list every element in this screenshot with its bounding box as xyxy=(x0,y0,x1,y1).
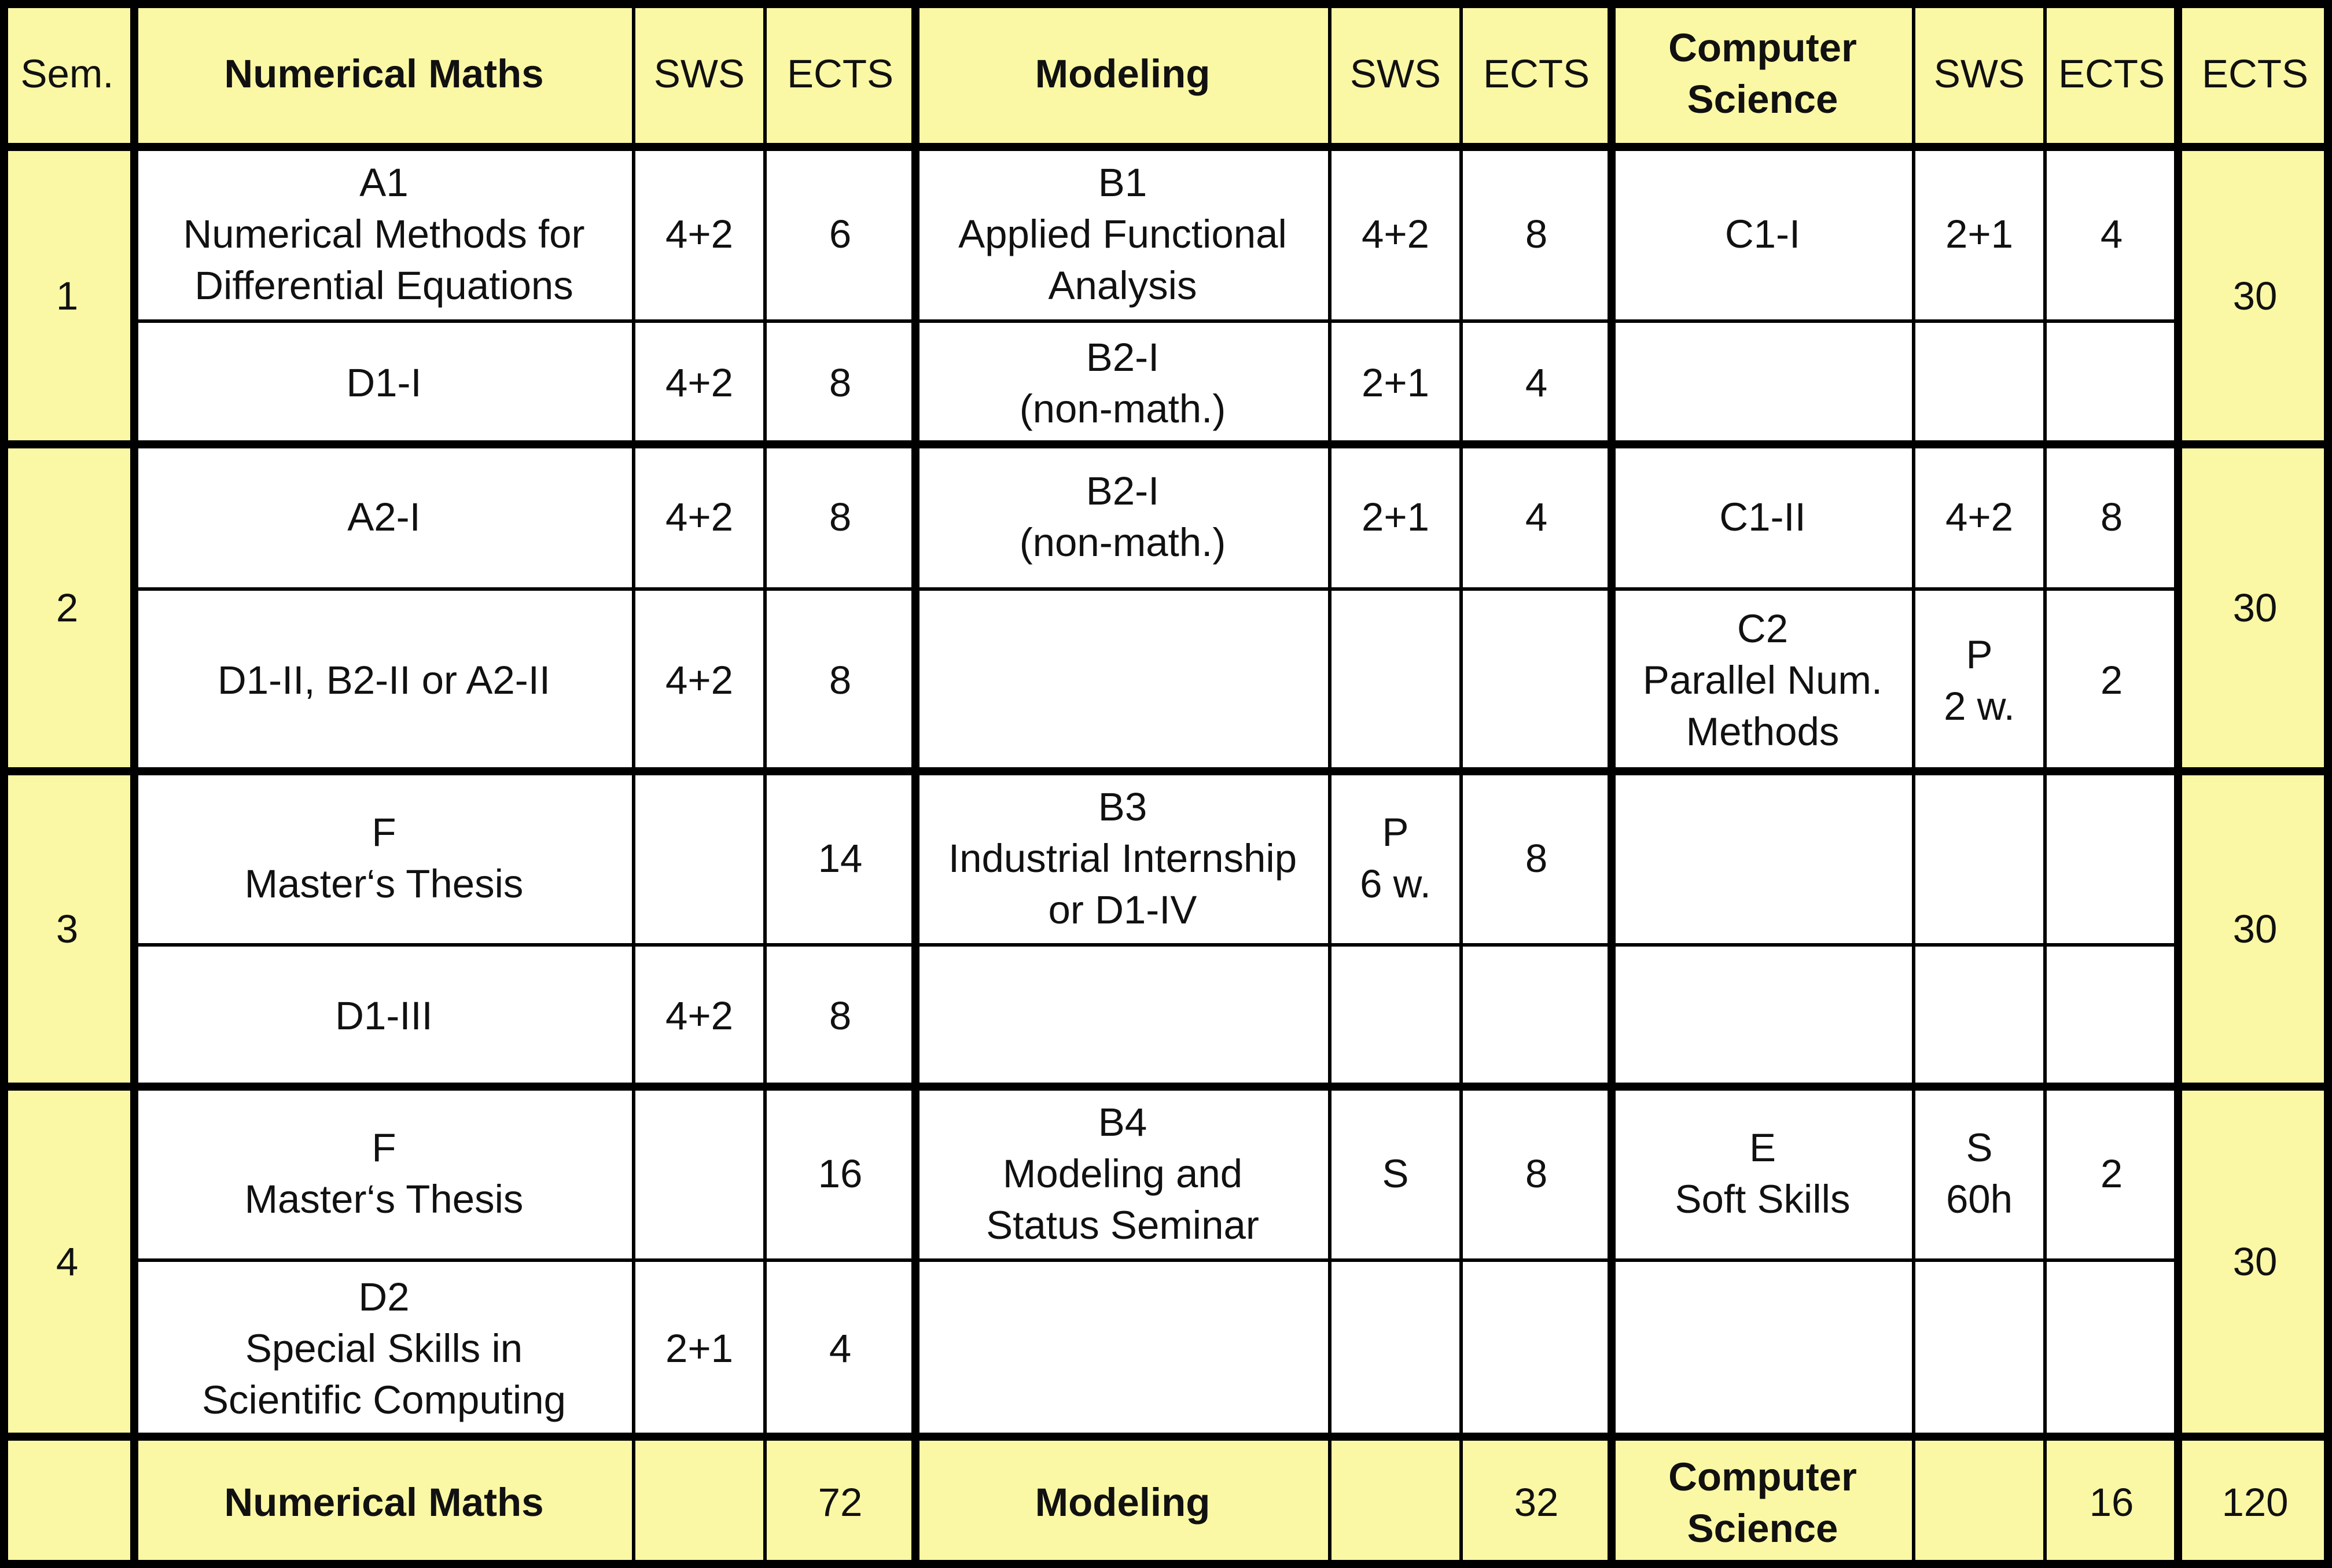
computer-science-module-line: C1-II xyxy=(1719,494,1806,539)
header-sws xyxy=(634,0,765,147)
grid-line-vertical xyxy=(1912,0,1915,1568)
footer-computer-science-sws xyxy=(1914,1437,2045,1568)
computer-science-ects xyxy=(2045,771,2178,945)
grid-line-horizontal xyxy=(134,943,2178,947)
numerical-maths-sws xyxy=(634,321,765,444)
header-ects xyxy=(1461,0,1612,147)
computer-science-sws-line: S xyxy=(1966,1125,1993,1170)
grid-line-vertical xyxy=(2174,0,2182,1568)
footer-total-ects xyxy=(2178,1437,2332,1568)
modeling-module-line: (non-math.) xyxy=(1019,386,1226,431)
semester-total-ects-line: 30 xyxy=(2232,1239,2278,1284)
numerical-maths-sws-line: 4+2 xyxy=(665,658,734,702)
numerical-maths-module-line: Master‘s Thesis xyxy=(244,1177,524,1221)
semester-number xyxy=(0,771,134,1087)
numerical-maths-ects xyxy=(765,1260,915,1437)
numerical-maths-module xyxy=(134,321,634,444)
computer-science-sws xyxy=(1914,1087,2045,1260)
header-sws xyxy=(1914,0,2045,147)
computer-science-ects-line: 4 xyxy=(2100,212,2123,256)
modeling-sws-line: 6 w. xyxy=(1360,862,1431,906)
numerical-maths-sws-line: 4+2 xyxy=(665,360,734,405)
numerical-maths-sws-line: 4+2 xyxy=(665,212,734,256)
modeling-module-line: Modeling and xyxy=(1002,1151,1243,1196)
numerical-maths-ects-line: 8 xyxy=(829,658,852,702)
header-sws-line: SWS xyxy=(1349,51,1441,96)
numerical-maths-ects-line: 8 xyxy=(829,494,852,539)
computer-science-module-line: C2 xyxy=(1737,606,1789,651)
numerical-maths-ects xyxy=(765,321,915,444)
grid-line-horizontal xyxy=(0,0,2332,8)
modeling-sws xyxy=(1330,1260,1461,1437)
semester-total-ects xyxy=(2178,1087,2332,1437)
computer-science-sws xyxy=(1914,321,2045,444)
numerical-maths-sws xyxy=(634,1260,765,1437)
computer-science-sws-line: P xyxy=(1966,632,1993,677)
grid-line-horizontal xyxy=(0,143,2332,151)
footer-modeling-sws xyxy=(1330,1437,1461,1568)
modeling-module-line: Applied Functional xyxy=(958,212,1287,256)
header-computer-science-line: Computer xyxy=(1668,25,1857,70)
header-ects xyxy=(765,0,915,147)
computer-science-module xyxy=(1612,1260,1914,1437)
numerical-maths-sws xyxy=(634,444,765,589)
modeling-module-line: (non-math.) xyxy=(1019,520,1226,565)
grid-line-vertical xyxy=(2043,0,2047,1568)
semester-number xyxy=(0,147,134,444)
modeling-sws-line: P xyxy=(1382,810,1409,855)
semester-number-line: 4 xyxy=(56,1239,79,1284)
numerical-maths-module-line: A1 xyxy=(359,160,409,205)
numerical-maths-module xyxy=(134,1087,634,1260)
numerical-maths-ects-line: 14 xyxy=(818,835,863,881)
modeling-module-line: B2-I xyxy=(1086,334,1160,380)
numerical-maths-module xyxy=(134,1260,634,1437)
footer-computer-science-ects xyxy=(2045,1437,2178,1568)
numerical-maths-ects xyxy=(765,147,915,321)
computer-science-module-line: Soft Skills xyxy=(1675,1177,1851,1221)
modeling-ects xyxy=(1461,589,1612,771)
modeling-ects-line: 4 xyxy=(1525,360,1548,405)
computer-science-ects-line: 2 xyxy=(2100,1151,2123,1196)
footer-sem xyxy=(0,1437,134,1568)
computer-science-ects xyxy=(2045,147,2178,321)
numerical-maths-module-line: F xyxy=(371,1125,396,1170)
semester-number-line: 2 xyxy=(56,586,79,630)
numerical-maths-module-line: F xyxy=(371,810,396,855)
computer-science-ects xyxy=(2045,321,2178,444)
grid-line-horizontal xyxy=(0,1083,2332,1091)
grid-line-horizontal xyxy=(0,1560,2332,1568)
modeling-sws xyxy=(1330,771,1461,945)
computer-science-module-line: Parallel Num. xyxy=(1642,658,1883,702)
header-total-ects-line: ECTS xyxy=(2201,51,2309,96)
computer-science-module xyxy=(1612,1087,1914,1260)
header-ects-line: ECTS xyxy=(786,51,894,96)
header-sem xyxy=(0,0,134,147)
numerical-maths-module-line: A2-I xyxy=(347,494,421,539)
modeling-ects xyxy=(1461,444,1612,589)
computer-science-module-line: E xyxy=(1749,1125,1776,1170)
grid-line-vertical xyxy=(0,0,8,1568)
footer-modeling-ects xyxy=(1461,1437,1612,1568)
numerical-maths-ects xyxy=(765,444,915,589)
numerical-maths-module-line: Special Skills in xyxy=(245,1326,523,1371)
computer-science-sws-line: 60h xyxy=(1945,1177,2013,1221)
modeling-sws-line: 2+1 xyxy=(1361,360,1430,405)
computer-science-module xyxy=(1612,321,1914,444)
semester-total-ects-line: 30 xyxy=(2232,907,2278,951)
modeling-ects-line: 8 xyxy=(1525,212,1548,256)
numerical-maths-ects xyxy=(765,771,915,945)
grid-line-vertical xyxy=(1459,0,1463,1568)
numerical-maths-sws-line: 2+1 xyxy=(665,1326,734,1371)
modeling-module xyxy=(915,1260,1330,1437)
header-sws-line: SWS xyxy=(1933,51,2025,96)
modeling-sws-line: S xyxy=(1382,1151,1409,1196)
computer-science-module xyxy=(1612,444,1914,589)
grid-line-horizontal xyxy=(134,1258,2178,1262)
semester-total-ects xyxy=(2178,771,2332,1087)
computer-science-ects xyxy=(2045,589,2178,771)
modeling-module xyxy=(915,945,1330,1087)
footer-numerical-maths-line: Numerical Maths xyxy=(224,1480,544,1525)
numerical-maths-ects-line: 8 xyxy=(829,360,852,405)
computer-science-ects xyxy=(2045,444,2178,589)
grid-line-horizontal xyxy=(134,319,2178,323)
semester-number-line: 1 xyxy=(56,273,79,318)
header-modeling xyxy=(915,0,1330,147)
numerical-maths-module-line: Numerical Methods for xyxy=(183,212,585,256)
grid-line-vertical xyxy=(2324,0,2332,1568)
numerical-maths-ects-line: 16 xyxy=(818,1151,863,1196)
modeling-module xyxy=(915,321,1330,444)
modeling-module-line: Industrial Internship xyxy=(948,835,1297,881)
numerical-maths-module xyxy=(134,945,634,1087)
semester-total-ects-line: 30 xyxy=(2232,586,2278,630)
computer-science-module xyxy=(1612,771,1914,945)
numerical-maths-ects-line: 8 xyxy=(829,993,852,1038)
modeling-sws xyxy=(1330,444,1461,589)
semester-number xyxy=(0,444,134,771)
semester-total-ects xyxy=(2178,147,2332,444)
numerical-maths-module xyxy=(134,147,634,321)
semester-number xyxy=(0,1087,134,1437)
computer-science-module-line: C1-I xyxy=(1724,212,1801,256)
numerical-maths-ects-line: 6 xyxy=(829,212,852,256)
semester-number-line: 3 xyxy=(56,907,79,951)
numerical-maths-module-line: Scientific Computing xyxy=(202,1378,566,1422)
modeling-ects xyxy=(1461,771,1612,945)
numerical-maths-sws xyxy=(634,589,765,771)
modeling-sws xyxy=(1330,1087,1461,1260)
modeling-module xyxy=(915,147,1330,321)
grid-line-vertical xyxy=(763,0,767,1568)
grid-line-horizontal xyxy=(0,767,2332,775)
header-ects-line: ECTS xyxy=(2058,51,2165,96)
footer-numerical-maths-ects xyxy=(765,1437,915,1568)
modeling-module-line: B3 xyxy=(1098,784,1147,829)
modeling-module-line: B4 xyxy=(1098,1099,1147,1144)
modeling-ects-line: 4 xyxy=(1525,494,1548,539)
footer-modeling-line: Modeling xyxy=(1035,1480,1211,1525)
numerical-maths-sws xyxy=(634,147,765,321)
computer-science-ects-line: 2 xyxy=(2100,658,2123,702)
numerical-maths-sws xyxy=(634,945,765,1087)
header-total-ects xyxy=(2178,0,2332,147)
computer-science-sws xyxy=(1914,147,2045,321)
computer-science-sws xyxy=(1914,444,2045,589)
modeling-module-line: Status Seminar xyxy=(986,1202,1259,1247)
header-numerical-maths xyxy=(134,0,634,147)
grid-line-vertical xyxy=(130,0,138,1568)
modeling-ects xyxy=(1461,1260,1612,1437)
computer-science-module xyxy=(1612,147,1914,321)
grid-line-vertical xyxy=(632,0,635,1568)
modeling-ects-line: 8 xyxy=(1525,835,1548,881)
numerical-maths-module-line: Differential Equations xyxy=(194,263,573,308)
header-computer-science-line: Science xyxy=(1687,77,1838,122)
modeling-module xyxy=(915,589,1330,771)
numerical-maths-sws-line: 4+2 xyxy=(665,494,734,539)
modeling-sws-line: 4+2 xyxy=(1361,212,1430,256)
header-sws-line: SWS xyxy=(653,51,745,96)
modeling-ects xyxy=(1461,147,1612,321)
numerical-maths-sws-line: 4+2 xyxy=(665,993,734,1038)
header-modeling-line: Modeling xyxy=(1035,51,1211,96)
computer-science-ects xyxy=(2045,945,2178,1087)
computer-science-sws xyxy=(1914,945,2045,1087)
modeling-ects xyxy=(1461,945,1612,1087)
computer-science-sws-line: 2+1 xyxy=(1945,212,2014,256)
computer-science-sws xyxy=(1914,1260,2045,1437)
grid-line-horizontal xyxy=(0,1433,2332,1441)
numerical-maths-module xyxy=(134,771,634,945)
header-ects xyxy=(2045,0,2178,147)
modeling-sws xyxy=(1330,945,1461,1087)
semester-total-ects-line: 30 xyxy=(2232,273,2278,318)
computer-science-ects xyxy=(2045,1087,2178,1260)
numerical-maths-ects xyxy=(765,589,915,771)
modeling-module xyxy=(915,771,1330,945)
computer-science-sws xyxy=(1914,589,2045,771)
numerical-maths-ects xyxy=(765,1087,915,1260)
footer-numerical-maths-ects-line: 72 xyxy=(818,1480,863,1525)
numerical-maths-module-line: D1-II, B2-II or A2-II xyxy=(217,658,551,702)
modeling-module xyxy=(915,1087,1330,1260)
footer-numerical-maths-sws xyxy=(634,1437,765,1568)
numerical-maths-sws xyxy=(634,1087,765,1260)
footer-computer-science-ects-line: 16 xyxy=(2089,1480,2134,1525)
grid-line-vertical xyxy=(911,0,919,1568)
modeling-sws-line: 2+1 xyxy=(1361,494,1430,539)
computer-science-sws-line: 2 w. xyxy=(1944,683,2015,728)
computer-science-sws xyxy=(1914,771,2045,945)
modeling-sws xyxy=(1330,147,1461,321)
footer-computer-science xyxy=(1612,1437,1914,1568)
computer-science-module xyxy=(1612,945,1914,1087)
numerical-maths-sws xyxy=(634,771,765,945)
numerical-maths-module-line: D1-III xyxy=(335,993,433,1038)
numerical-maths-module xyxy=(134,589,634,771)
footer-numerical-maths xyxy=(134,1437,634,1568)
computer-science-ects xyxy=(2045,1260,2178,1437)
modeling-ects-line: 8 xyxy=(1525,1151,1548,1196)
modeling-sws xyxy=(1330,589,1461,771)
footer-computer-science-line: Science xyxy=(1687,1506,1838,1551)
numerical-maths-ects xyxy=(765,945,915,1087)
numerical-maths-module xyxy=(134,444,634,589)
footer-total-ects-line: 120 xyxy=(2221,1480,2289,1525)
modeling-module-line: or D1-IV xyxy=(1048,887,1197,932)
numerical-maths-module-line: D2 xyxy=(358,1275,410,1319)
numerical-maths-ects-line: 4 xyxy=(829,1326,852,1371)
header-computer-science xyxy=(1612,0,1914,147)
header-sem-line: Sem. xyxy=(20,51,114,96)
modeling-module-line: B1 xyxy=(1098,160,1147,205)
numerical-maths-module-line: D1-I xyxy=(346,360,422,405)
numerical-maths-module-line: Master‘s Thesis xyxy=(244,862,524,906)
computer-science-ects-line: 8 xyxy=(2100,494,2123,539)
modeling-module xyxy=(915,444,1330,589)
modeling-ects xyxy=(1461,1087,1612,1260)
computer-science-module xyxy=(1612,589,1914,771)
modeling-sws xyxy=(1330,321,1461,444)
footer-modeling xyxy=(915,1437,1330,1568)
grid-line-horizontal xyxy=(134,587,2178,591)
header-sws xyxy=(1330,0,1461,147)
computer-science-sws-line: 4+2 xyxy=(1945,494,2014,539)
footer-modeling-ects-line: 32 xyxy=(1514,1480,1559,1525)
modeling-module-line: B2-I xyxy=(1086,469,1160,513)
semester-total-ects xyxy=(2178,444,2332,771)
modeling-module-line: Analysis xyxy=(1048,263,1197,308)
footer-computer-science-line: Computer xyxy=(1668,1454,1857,1499)
computer-science-module-line: Methods xyxy=(1686,709,1840,754)
modeling-ects xyxy=(1461,321,1612,444)
grid-line-vertical xyxy=(1328,0,1331,1568)
grid-line-horizontal xyxy=(0,440,2332,448)
header-numerical-maths-line: Numerical Maths xyxy=(224,51,544,96)
header-ects-line: ECTS xyxy=(1483,51,1590,96)
grid-line-vertical xyxy=(1608,0,1616,1568)
